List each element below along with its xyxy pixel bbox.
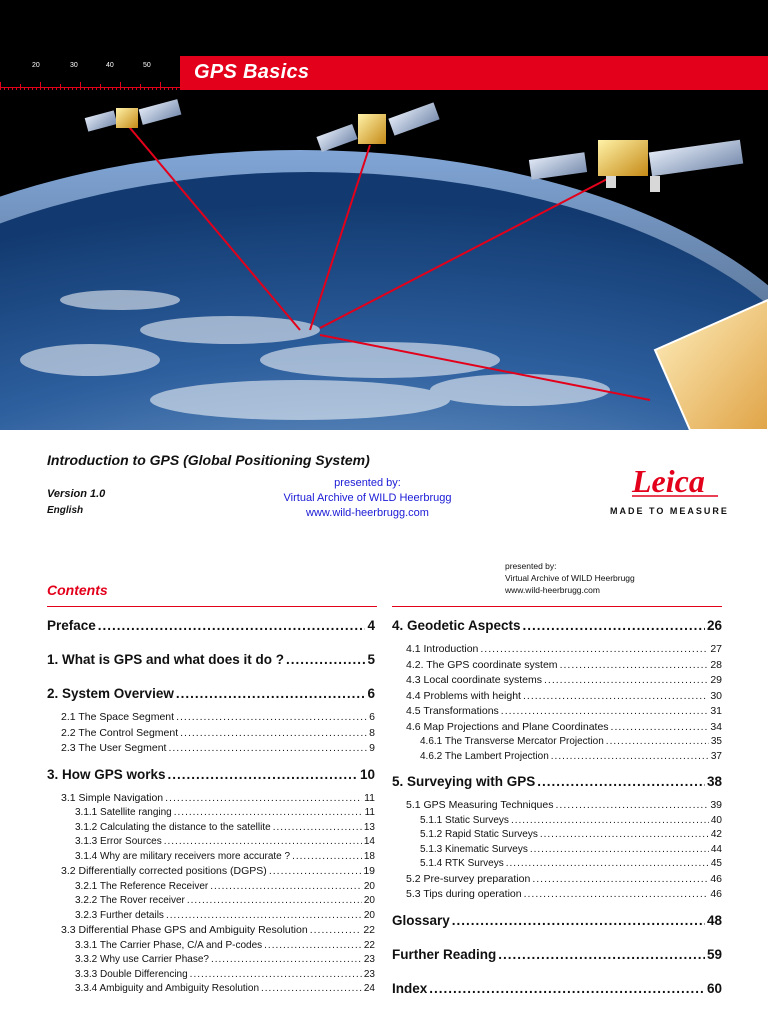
- toc-entry-label: 3.2 Differentially corrected positions (DGPS): [61, 865, 267, 877]
- ruler-tick: [80, 82, 81, 90]
- version-label: Version 1.0: [47, 488, 106, 500]
- toc-entry[interactable]: [47, 850, 375, 865]
- toc-entry[interactable]: [392, 872, 722, 888]
- toc-leader-dots: [168, 741, 367, 756]
- toc-leader-dots: [480, 642, 708, 657]
- contents-heading: Contents: [47, 582, 108, 598]
- toc-entry-page: 34: [710, 720, 722, 733]
- toc-entry[interactable]: [392, 704, 722, 720]
- toc-entry[interactable]: [392, 616, 722, 642]
- toc-entry[interactable]: [392, 857, 722, 872]
- contents-rule-left: [47, 606, 377, 607]
- toc-leader-dots: [452, 911, 705, 931]
- toc-leader-dots: [264, 939, 362, 953]
- toc-entry[interactable]: [47, 726, 375, 742]
- toc-entry-label: 5.1.1 Static Surveys: [420, 814, 509, 826]
- toc-entry-label: 4.6.1 The Transverse Mercator Projection: [420, 736, 604, 747]
- toc-leader-dots: [606, 735, 709, 749]
- toc-entry-page: 60: [706, 980, 722, 996]
- toc-entry-page: 24: [363, 983, 375, 994]
- toc-entry-label: 5.1 GPS Measuring Techniques: [406, 799, 554, 811]
- toc-entry-page: 42: [710, 829, 722, 840]
- toc-leader-dots: [180, 726, 367, 741]
- toc-entry[interactable]: [47, 650, 375, 676]
- ruler-tick: [0, 82, 1, 90]
- toc-entry-page: 38: [706, 774, 722, 789]
- toc-entry[interactable]: [47, 765, 375, 791]
- contents-rule-right: [392, 606, 722, 607]
- toc-entry[interactable]: [47, 968, 375, 983]
- toc-entry-label: 3.3.1 The Carrier Phase, C/A and P-codes: [75, 939, 263, 951]
- toc-leader-dots: [211, 953, 362, 967]
- toc-entry-page: 20: [363, 909, 375, 921]
- title-band: [180, 56, 768, 90]
- toc-leader-dots: [523, 689, 708, 704]
- toc-entry-page: 48: [706, 912, 722, 928]
- toc-entry-label: 5.1.3 Kinematic Surveys: [420, 843, 528, 855]
- toc-leader-dots: [498, 945, 705, 965]
- toc-entry-page: 44: [710, 843, 722, 855]
- toc-entry[interactable]: [392, 798, 722, 814]
- toc-entry-page: 37: [710, 750, 722, 762]
- toc-leader-dots: [611, 720, 709, 735]
- hero-illustration: [0, 90, 768, 430]
- toc-entry-label: 2.2 The Control Segment: [61, 726, 179, 739]
- toc-leader-dots: [532, 872, 708, 887]
- toc-leader-dots: [174, 806, 363, 820]
- toc-leader-dots: [292, 850, 362, 864]
- toc-entry[interactable]: [47, 710, 375, 726]
- presented-by-archive: Virtual Archive of WILD Heerbrugg: [283, 492, 452, 504]
- toc-entry-label: 4. Geodetic Aspects: [392, 618, 521, 633]
- toc-entry-label: 3. How GPS works: [47, 766, 166, 782]
- toc-entry-label: 4.6 Map Projections and Plane Coordinates: [406, 720, 609, 733]
- toc-entry[interactable]: [392, 945, 722, 971]
- toc-entry-label: 5.3 Tips during operation: [406, 888, 522, 900]
- toc-leader-dots: [269, 864, 362, 879]
- toc-entry[interactable]: [47, 791, 375, 807]
- toc-entry-label: Preface: [47, 618, 96, 633]
- toc-entry[interactable]: [47, 953, 375, 968]
- toc-entry-label: 5.1.2 Rapid Static Surveys: [420, 829, 538, 840]
- toc-entry[interactable]: [47, 864, 375, 880]
- toc-leader-dots: [210, 880, 362, 894]
- toc-entry-page: 9: [369, 742, 375, 754]
- toc-entry-page: 11: [364, 791, 375, 804]
- presented-by-line: presented by:: [334, 477, 401, 489]
- toc-leader-dots: [537, 772, 705, 792]
- toc-leader-dots: [511, 814, 709, 828]
- toc-leader-dots: [273, 821, 362, 835]
- toc-entry-page: 8: [369, 726, 375, 739]
- toc-entry-page: 40: [710, 814, 722, 826]
- toc-entry-label: 3.3.3 Double Differencing: [75, 968, 188, 980]
- toc-leader-dots: [165, 791, 362, 806]
- toc-entry[interactable]: [47, 939, 375, 954]
- toc-leader-dots: [190, 968, 362, 982]
- toc-entry[interactable]: [392, 843, 722, 858]
- toc-entry-page: 20: [363, 880, 375, 892]
- toc-entry-page: 59: [706, 946, 722, 962]
- toc-leader-dots: [176, 710, 367, 725]
- toc-entry[interactable]: [392, 887, 722, 903]
- toc-entry-page: 23: [363, 968, 375, 980]
- toc-entry-label: 5. Surveying with GPS: [392, 774, 536, 789]
- toc-leader-dots: [98, 616, 366, 636]
- toc-entry[interactable]: [47, 806, 375, 821]
- toc-entry-page: 5: [367, 652, 375, 667]
- toc-leader-dots: [555, 798, 708, 813]
- toc-entry-label: 2. System Overview: [47, 686, 174, 701]
- toc-entry[interactable]: [47, 923, 375, 939]
- toc-entry[interactable]: [392, 720, 722, 736]
- toc-entry-label: 4.4 Problems with height: [406, 689, 521, 702]
- toc-entry-page: 19: [363, 865, 375, 877]
- toc-entry[interactable]: [47, 616, 375, 642]
- toc-entry-label: 4.5 Transformations: [406, 705, 499, 717]
- toc-leader-dots: [261, 982, 362, 996]
- hero-image-satellites-earth: [0, 90, 768, 430]
- presented-by-small-archive: Virtual Archive of WILD Heerbrugg: [505, 573, 635, 583]
- toc-entry[interactable]: [392, 814, 722, 829]
- toc-entry-page: 35: [710, 736, 722, 747]
- toc-entry[interactable]: [392, 658, 722, 674]
- satellite-2-icon: [316, 102, 439, 152]
- toc-leader-dots: [506, 857, 709, 871]
- toc-entry-label: 1. What is GPS and what does it do ?: [47, 652, 285, 667]
- toc-entry-label: Glossary: [392, 912, 450, 928]
- toc-entry[interactable]: [47, 894, 375, 909]
- toc-entry-label: 3.2.2 The Rover receiver: [75, 895, 185, 906]
- toc-leader-dots: [551, 750, 709, 764]
- toc-entry[interactable]: [47, 684, 375, 710]
- toc-entry-page: 28: [710, 658, 722, 671]
- toc-entry-label: 3.3.2 Why use Carrier Phase?: [75, 954, 209, 965]
- toc-entry-page: 22: [363, 939, 375, 951]
- document-title: GPS Basics: [194, 61, 310, 83]
- toc-leader-dots: [168, 765, 358, 785]
- toc-leader-dots: [164, 835, 362, 849]
- toc-entry-page: 13: [363, 821, 375, 833]
- presented-by-small-block: [505, 560, 635, 596]
- toc-entry-label: 3.2.1 The Reference Receiver: [75, 880, 209, 892]
- ruler-label: 40: [106, 62, 114, 69]
- intro-title: Introduction to GPS (Global Positioning System): [47, 452, 370, 468]
- presented-by-small-url[interactable]: www.wild-heerbrugg.com: [505, 585, 600, 595]
- toc-entry-label: 4.6.2 The Lambert Projection: [420, 750, 549, 762]
- toc-entry-label: 3.1.1 Satellite ranging: [75, 807, 172, 818]
- slogan: MADE TO MEASURE: [610, 506, 729, 516]
- toc-leader-dots: [524, 887, 709, 902]
- toc-entry-label: 3.3.4 Ambiguity and Ambiguity Resolution: [75, 983, 259, 994]
- toc-entry-page: 27: [710, 643, 722, 655]
- toc-entry[interactable]: [47, 909, 375, 924]
- language-label: English: [47, 505, 84, 516]
- toc-leader-dots: [176, 684, 366, 704]
- toc-entry-label: 4.3 Local coordinate systems: [406, 674, 542, 686]
- toc-entry[interactable]: [392, 772, 722, 798]
- toc-entry-page: 39: [710, 799, 722, 811]
- toc-entry-label: Index: [392, 980, 428, 996]
- toc-entry-page: 29: [710, 674, 722, 686]
- toc-entry[interactable]: [392, 911, 722, 937]
- toc-entry[interactable]: [47, 821, 375, 836]
- toc-entry[interactable]: [392, 750, 722, 765]
- toc-entry[interactable]: [392, 689, 722, 705]
- toc-leader-dots: [187, 894, 362, 908]
- ruler-line: [0, 87, 180, 88]
- toc-entry[interactable]: [47, 982, 375, 997]
- toc-entry-page: 23: [363, 954, 375, 965]
- toc-entry[interactable]: [47, 741, 375, 757]
- toc-left-column: [47, 616, 375, 997]
- toc-entry-page: 46: [710, 872, 722, 885]
- toc-entry[interactable]: [47, 880, 375, 895]
- toc-entry-page: 31: [710, 705, 722, 717]
- toc-entry-page: 11: [364, 807, 375, 818]
- toc-leader-dots: [540, 828, 709, 842]
- toc-leader-dots: [523, 616, 705, 636]
- presented-by-url[interactable]: www.wild-heerbrugg.com: [306, 507, 429, 519]
- toc-entry-label: 5.2 Pre-survey preparation: [406, 872, 531, 885]
- toc-entry[interactable]: [47, 835, 375, 850]
- toc-entry-page: 6: [367, 686, 375, 701]
- toc-leader-dots: [530, 843, 709, 857]
- toc-entry-label: 2.3 The User Segment: [61, 742, 167, 754]
- toc-entry-label: 4.2. The GPS coordinate system: [406, 658, 558, 671]
- toc-leader-dots: [166, 909, 362, 923]
- toc-entry[interactable]: [392, 735, 722, 750]
- toc-entry-page: 4: [367, 618, 375, 633]
- satellite-3-icon: [529, 140, 743, 192]
- presented-by-small-line: presented by:: [505, 561, 557, 571]
- toc-leader-dots: [560, 658, 709, 673]
- ruler-label: 50: [143, 62, 151, 69]
- toc-leader-dots: [310, 923, 362, 938]
- toc-entry-label: 3.1.2 Calculating the distance to the satellite: [75, 821, 271, 833]
- toc-entry-label: 2.1 The Space Segment: [61, 711, 175, 723]
- toc-leader-dots: [501, 704, 709, 719]
- toc-entry-page: 14: [363, 836, 375, 847]
- toc-entry-label: 3.1 Simple Navigation: [61, 791, 164, 804]
- toc-entry-label: 5.1.4 RTK Surveys: [420, 858, 504, 869]
- toc-entry-page: 22: [363, 924, 375, 936]
- satellite-1-icon: [85, 99, 182, 132]
- toc-leader-dots: [544, 673, 708, 688]
- toc-right-column: [392, 616, 722, 1005]
- ruler-label: 20: [32, 62, 40, 69]
- toc-entry[interactable]: [392, 979, 722, 1005]
- toc-entry-label: 3.1.4 Why are military receivers more accurate ?: [75, 850, 291, 862]
- toc-entry-page: 20: [363, 895, 375, 906]
- toc-entry-label: 3.2.3 Further details: [75, 909, 164, 921]
- toc-entry-page: 30: [710, 689, 722, 702]
- ruler-tick: [160, 82, 161, 90]
- leica-logo-text: Leica: [632, 463, 705, 499]
- ruler-tick: [120, 82, 121, 90]
- toc-leader-dots: [429, 979, 705, 999]
- ruler-scale: [0, 56, 180, 90]
- toc-leader-dots: [286, 650, 365, 670]
- toc-entry-label: 3.1.3 Error Sources: [75, 836, 162, 847]
- toc-entry-page: 10: [359, 766, 375, 782]
- toc-entry-label: 3.3 Differential Phase GPS and Ambiguity Resolution: [61, 924, 308, 936]
- presented-by-block: [240, 476, 495, 521]
- top-black-band: [0, 0, 768, 56]
- toc-entry[interactable]: [392, 642, 722, 658]
- ruler-label: 30: [70, 62, 78, 69]
- toc-entry-page: 6: [369, 711, 375, 723]
- leica-logo: [630, 462, 722, 500]
- toc-entry-page: 45: [710, 858, 722, 869]
- ruler-tick: [40, 82, 41, 90]
- toc-entry-label: 4.1 Introduction: [406, 643, 479, 655]
- toc-entry-label: Further Reading: [392, 946, 497, 962]
- toc-entry-page: 18: [363, 850, 375, 862]
- toc-entry-page: 26: [706, 618, 722, 633]
- toc-entry[interactable]: [392, 673, 722, 689]
- toc-entry[interactable]: [392, 828, 722, 843]
- toc-entry-page: 46: [710, 888, 722, 900]
